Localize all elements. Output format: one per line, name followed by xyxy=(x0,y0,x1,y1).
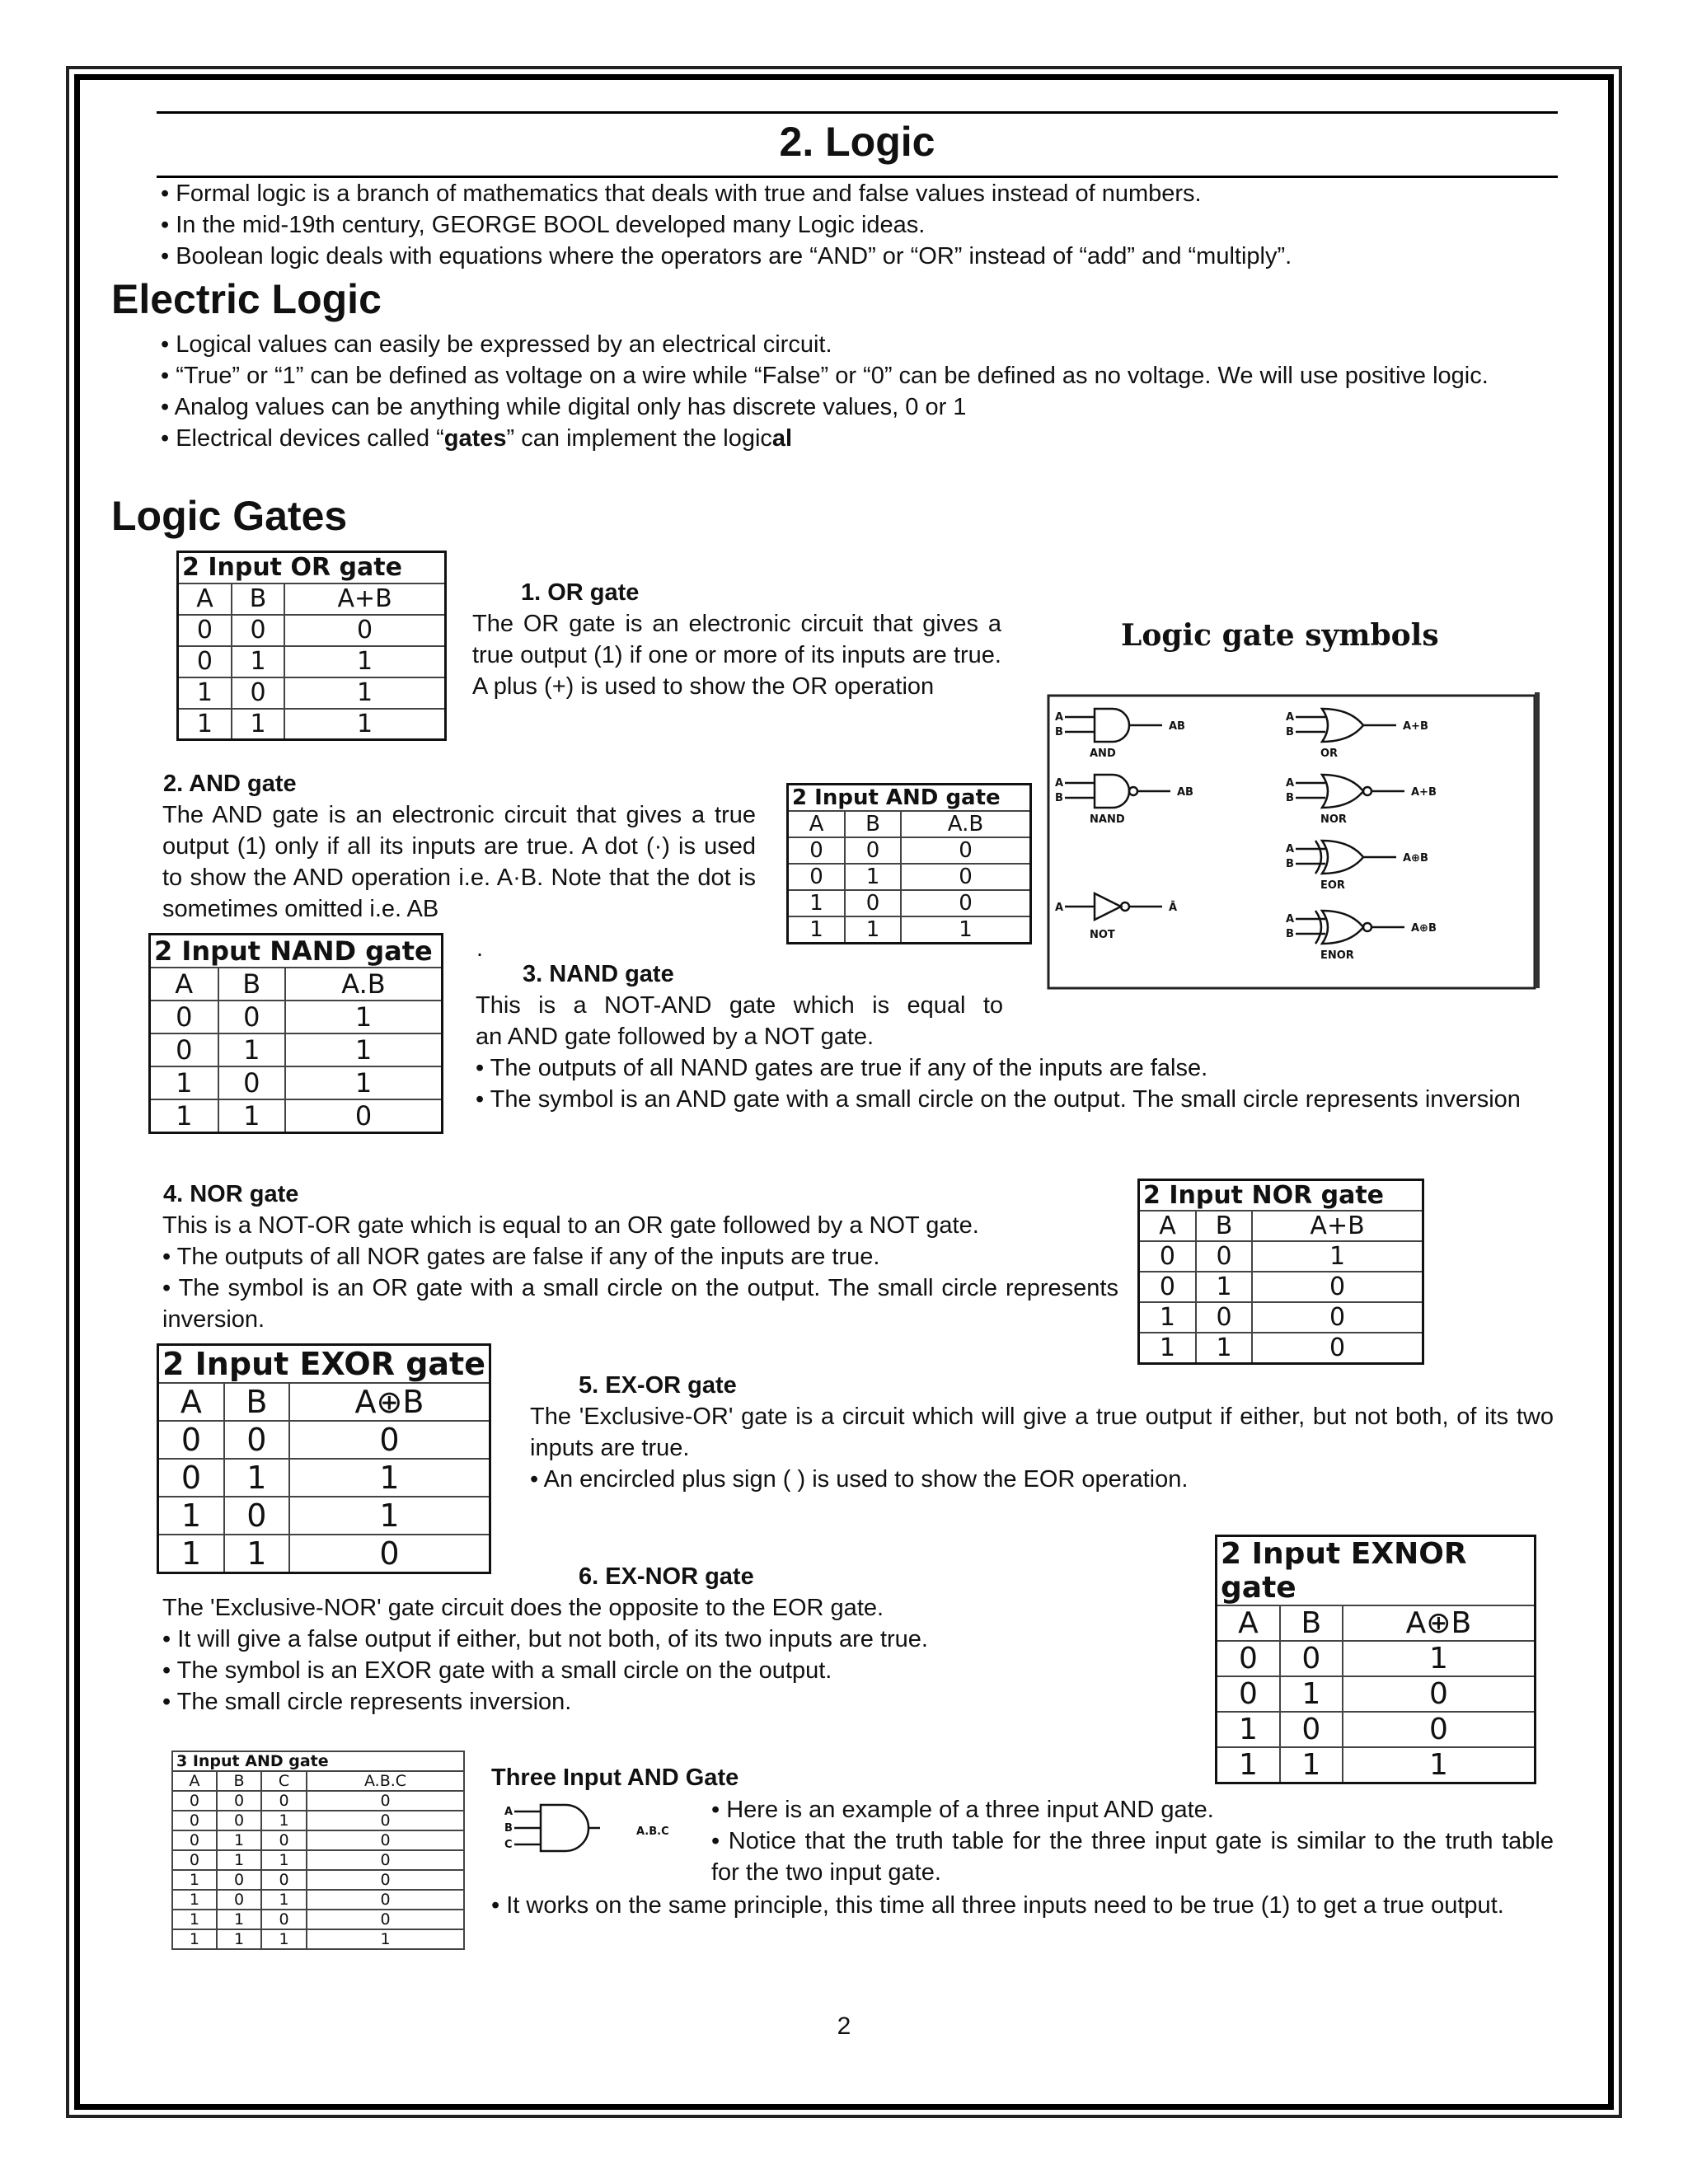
table-cell: 1 xyxy=(261,1811,307,1830)
table-cell: 0 xyxy=(307,1791,464,1811)
gate-output-label: A⊕B xyxy=(1411,922,1437,935)
table-cell: 1 xyxy=(1196,1333,1252,1364)
table-row xyxy=(788,890,1031,916)
table-header-cell: A+B xyxy=(1252,1211,1423,1241)
table-cell: 0 xyxy=(788,864,846,890)
table-cell: 1 xyxy=(284,709,445,740)
table-cell: 1 xyxy=(1343,1747,1536,1783)
table-cell: 0 xyxy=(1196,1302,1252,1333)
table-cell: 0 xyxy=(901,890,1030,916)
table-cell: 0 xyxy=(1252,1272,1423,1302)
table-row xyxy=(158,1535,490,1573)
table-row xyxy=(150,1099,443,1133)
gate-symbol-not xyxy=(1065,893,1162,920)
intro-line: • Boolean logic deals with equations where the operators are “AND” or “OR” instead of “add” and “multiply”. xyxy=(161,243,1292,269)
nand-line-2: an AND gate followed by a NOT gate. xyxy=(476,1024,874,1050)
table-cell: 0 xyxy=(1252,1302,1423,1333)
table-cell: 1 xyxy=(218,1033,286,1066)
gate-output-label: A⊕B xyxy=(1403,852,1428,865)
electric-bullet: • Electrical devices called “gates” can implement the logical xyxy=(161,425,793,452)
gate-input-label: B xyxy=(1286,792,1294,804)
gate-symbol-enor xyxy=(1296,911,1404,944)
gate-output-label: A+B xyxy=(1411,786,1437,799)
table-cell: 0 xyxy=(217,1791,261,1811)
gate-input-label: B xyxy=(1055,792,1063,804)
gate-input-label: A xyxy=(1286,711,1295,724)
table-header-cell: A.B.C xyxy=(307,1771,464,1791)
gate-name-label: AND xyxy=(1090,748,1116,760)
table-row xyxy=(1139,1333,1423,1364)
table-cell: 0 xyxy=(218,1001,286,1033)
table-row xyxy=(172,1890,464,1910)
three-input-and-symbol xyxy=(501,1797,682,1863)
table-cell: 0 xyxy=(217,1890,261,1910)
table-row xyxy=(1217,1712,1536,1747)
intro-line: • In the mid-19th century, GEORGE BOOL developed many Logic ideas. xyxy=(161,212,926,238)
nand-truth-table xyxy=(148,933,443,1134)
exnor-gate-heading: 6. EX-NOR gate xyxy=(579,1563,754,1590)
table-row xyxy=(1217,1747,1536,1783)
table-cell: 1 xyxy=(285,1066,442,1099)
table-cell: 0 xyxy=(218,1066,286,1099)
intro-line: • Formal logic is a branch of mathematics that deals with true and false values instead of numbers. xyxy=(161,180,1202,207)
gate-input-label: B xyxy=(1286,928,1294,940)
three-input-bullet-2: • Notice that the truth table for the three input gate is similar to the truth table for the two input gate. xyxy=(711,1828,1554,1886)
table-cell: 1 xyxy=(1252,1241,1423,1272)
table-cell: 0 xyxy=(224,1421,289,1459)
table-cell: 0 xyxy=(284,615,445,646)
page-title: 2. Logic xyxy=(779,119,935,165)
table-cell: 1 xyxy=(845,864,901,890)
three-input-bullet-3: • It works on the same principle, this time all three inputs need to be true (1) to get a true output. xyxy=(491,1892,1504,1919)
three-input-bullet-1: • Here is an example of a three input AND gate. xyxy=(711,1797,1214,1823)
table-cell: 0 xyxy=(158,1459,224,1497)
table-cell: 0 xyxy=(150,1001,218,1033)
or-truth-table xyxy=(176,551,447,741)
table-cell: 0 xyxy=(845,890,901,916)
exor-truth-table xyxy=(157,1343,491,1574)
table-cell: 1 xyxy=(1196,1272,1252,1302)
gate-input-label: A xyxy=(1286,913,1295,926)
gate-input-label: A xyxy=(1055,711,1064,724)
table-row xyxy=(1139,1272,1423,1302)
table-caption: 2 Input AND gate xyxy=(788,785,1031,812)
table-row xyxy=(1139,1241,1423,1272)
table-row xyxy=(172,1791,464,1811)
and-gate-dot: . xyxy=(476,935,484,962)
and-truth-table xyxy=(786,783,1032,944)
table-cell: 1 xyxy=(261,1890,307,1910)
gate-name-label: OR xyxy=(1320,748,1339,760)
table-header-cell: A xyxy=(1139,1211,1196,1241)
table-cell: 0 xyxy=(172,1830,217,1850)
table-cell: 0 xyxy=(232,615,284,646)
gate-input-label: A xyxy=(1286,843,1295,855)
table-row xyxy=(788,837,1031,864)
gate-name-label: NOT xyxy=(1090,929,1115,941)
table-header-cell: A+B xyxy=(284,583,445,615)
table-row xyxy=(178,677,446,709)
table-row xyxy=(178,709,446,740)
symbol-output-label: A.B.C xyxy=(636,1825,669,1838)
table-row xyxy=(172,1929,464,1949)
table-header-cell: B xyxy=(1196,1211,1252,1241)
nand-gate-heading: 3. NAND gate xyxy=(523,961,674,987)
nand-bullet-2: • The symbol is an AND gate with a small circle on the output. The small circle represents inversion xyxy=(476,1086,1521,1113)
table-cell: 1 xyxy=(1280,1676,1343,1712)
table-header-cell: A xyxy=(172,1771,217,1791)
gate-output-label: A+B xyxy=(1403,720,1428,733)
nor-bullet-2: • The symbol is an OR gate with a small circle on the output. The small circle represents inversion. xyxy=(162,1275,1118,1333)
table-cell: 1 xyxy=(218,1099,286,1133)
exor-gate-heading: 5. EX-OR gate xyxy=(579,1372,737,1399)
table-cell: 0 xyxy=(1139,1241,1196,1272)
table-cell: 0 xyxy=(788,837,846,864)
exnor-line: • The symbol is an EXOR gate with a small circle on the output. xyxy=(162,1657,832,1684)
table-row xyxy=(788,916,1031,944)
three-input-heading: Three Input AND Gate xyxy=(491,1765,739,1791)
table-cell: 0 xyxy=(1280,1641,1343,1676)
table-caption: 2 Input EXNOR gate xyxy=(1217,1536,1536,1606)
table-cell: 0 xyxy=(307,1850,464,1870)
table-header-cell: A xyxy=(178,583,232,615)
table-cell: 1 xyxy=(217,1929,261,1949)
table-cell: 1 xyxy=(217,1830,261,1850)
table-cell: 1 xyxy=(158,1535,224,1573)
table-cell: 1 xyxy=(788,890,846,916)
nor-truth-table xyxy=(1137,1179,1424,1365)
electric-logic-section xyxy=(161,329,1552,454)
table-cell: 0 xyxy=(158,1421,224,1459)
table-header-cell: B xyxy=(1280,1605,1343,1641)
table-cell: 0 xyxy=(307,1811,464,1830)
table-row xyxy=(158,1459,490,1497)
symbols-diagram xyxy=(1045,692,1573,993)
table-cell: 0 xyxy=(178,646,232,677)
table-row xyxy=(158,1421,490,1459)
gate-input-label: B xyxy=(1055,726,1063,738)
table-cell: 1 xyxy=(178,677,232,709)
table-cell: 1 xyxy=(224,1459,289,1497)
page-number: 2 xyxy=(837,2013,851,2040)
table-cell: 1 xyxy=(217,1850,261,1870)
symbols-frame-shadow xyxy=(1535,692,1540,988)
table-cell: 1 xyxy=(217,1910,261,1929)
nand-line-1: This is a NOT-AND gate which is equal to xyxy=(476,992,1003,1019)
gate-symbol-nor xyxy=(1296,775,1404,808)
table-cell: 0 xyxy=(178,615,232,646)
table-cell: 0 xyxy=(172,1811,217,1830)
table-cell: 1 xyxy=(172,1929,217,1949)
table-cell: 1 xyxy=(178,709,232,740)
table-cell: 1 xyxy=(261,1929,307,1949)
table-cell: 0 xyxy=(1343,1676,1536,1712)
table-cell: 1 xyxy=(901,916,1030,944)
table-caption: 2 Input EXOR gate xyxy=(158,1345,490,1384)
symbol-input-b: B xyxy=(504,1822,513,1835)
table-row xyxy=(1217,1641,1536,1676)
table-cell: 0 xyxy=(1139,1272,1196,1302)
symbol-input-a: A xyxy=(504,1806,513,1818)
table-cell: 0 xyxy=(1217,1676,1280,1712)
exnor-section xyxy=(162,1592,928,1718)
table-cell: 1 xyxy=(172,1910,217,1929)
and3-truth-table xyxy=(171,1750,465,1950)
table-row xyxy=(172,1910,464,1929)
nor-bullet-1: • The outputs of all NOR gates are false if any of the inputs are true. xyxy=(162,1244,880,1270)
table-cell: 0 xyxy=(1196,1241,1252,1272)
gate-input-label: A xyxy=(1055,777,1064,790)
table-cell: 0 xyxy=(172,1791,217,1811)
table-cell: 1 xyxy=(284,677,445,709)
table-header-cell: A.B xyxy=(285,968,442,1001)
table-header-cell: B xyxy=(218,968,286,1001)
table-cell: 1 xyxy=(307,1929,464,1949)
table-cell: 0 xyxy=(217,1811,261,1830)
table-cell: 1 xyxy=(1217,1747,1280,1783)
table-cell: 0 xyxy=(217,1870,261,1890)
table-header-cell: C xyxy=(261,1771,307,1791)
table-header-cell: B xyxy=(224,1383,289,1421)
table-cell: 0 xyxy=(901,837,1030,864)
table-header-cell: B xyxy=(845,811,901,837)
table-cell: 0 xyxy=(285,1099,442,1133)
table-cell: 1 xyxy=(150,1099,218,1133)
exnor-line: The 'Exclusive-NOR' gate circuit does the opposite to the EOR gate. xyxy=(162,1595,884,1621)
or-gate-heading: 1. OR gate xyxy=(521,579,640,606)
table-cell: 1 xyxy=(232,646,284,677)
gate-name-label: ENOR xyxy=(1320,949,1354,962)
gate-symbol-eor xyxy=(1296,841,1396,874)
gate-input-label: A xyxy=(1286,777,1295,790)
table-cell: 0 xyxy=(261,1791,307,1811)
gate-symbol-and xyxy=(1065,709,1162,742)
exnor-line: • It will give a false output if either, but not both, of its two inputs are true. xyxy=(162,1626,928,1652)
table-cell: 0 xyxy=(232,677,284,709)
table-header-cell: A⊕B xyxy=(289,1383,490,1421)
exor-bullet: • An encircled plus sign ( ) is used to show the EOR operation. xyxy=(530,1466,1189,1493)
table-cell: 1 xyxy=(285,1001,442,1033)
gate-output-label: AB xyxy=(1177,786,1193,799)
table-caption: 2 Input OR gate xyxy=(178,552,446,583)
table-cell: 1 xyxy=(284,646,445,677)
logic-gates-heading: Logic Gates xyxy=(111,493,348,539)
table-row xyxy=(788,864,1031,890)
table-cell: 0 xyxy=(307,1870,464,1890)
exor-gate-text: The 'Exclusive-OR' gate is a circuit which will give a true output if either, but not both, of its two inputs are true. xyxy=(530,1404,1554,1461)
gate-output-label: AB xyxy=(1169,720,1185,733)
table-header-cell: A xyxy=(158,1383,224,1421)
table-cell: 1 xyxy=(232,709,284,740)
symbol-input-c: C xyxy=(504,1839,513,1851)
gate-name-label: NOR xyxy=(1320,813,1347,826)
table-cell: 1 xyxy=(1217,1712,1280,1747)
table-cell: 0 xyxy=(289,1421,490,1459)
table-cell: 1 xyxy=(1343,1641,1536,1676)
table-cell: 1 xyxy=(289,1497,490,1535)
table-cell: 0 xyxy=(1217,1641,1280,1676)
table-row xyxy=(172,1811,464,1830)
electric-bullet: • Analog values can be anything while digital only has discrete values, 0 or 1 xyxy=(161,394,967,420)
logic-gate-symbols-figure xyxy=(1045,602,1573,993)
table-cell: 1 xyxy=(261,1850,307,1870)
table-row xyxy=(172,1870,464,1890)
table-caption: 2 Input NAND gate xyxy=(150,935,443,968)
table-header-cell: A.B xyxy=(901,811,1030,837)
table-cell: 0 xyxy=(172,1850,217,1870)
electric-bullet: • Logical values can easily be expressed by an electrical circuit. xyxy=(161,331,832,358)
table-cell: 1 xyxy=(1139,1333,1196,1364)
table-row xyxy=(150,1033,443,1066)
or-gate-text: The OR gate is an electronic circuit that gives a true output (1) if one or more of its inputs are true. A plus (+) is used to show the OR operation xyxy=(472,611,1001,700)
table-cell: 0 xyxy=(845,837,901,864)
table-row xyxy=(1139,1302,1423,1333)
and-gate-heading: 2. AND gate xyxy=(163,771,297,797)
table-row xyxy=(178,646,446,677)
table-cell: 1 xyxy=(150,1066,218,1099)
gate-input-label: B xyxy=(1286,726,1294,738)
intro-section xyxy=(161,178,1554,272)
gate-input-label: B xyxy=(1286,858,1294,870)
table-cell: 1 xyxy=(788,916,846,944)
table-header-cell: A xyxy=(788,811,846,837)
table-row xyxy=(172,1830,464,1850)
gate-name-label: EOR xyxy=(1320,879,1345,892)
nor-line-1: This is a NOT-OR gate which is equal to an OR gate followed by a NOT gate. xyxy=(162,1212,979,1239)
table-caption: 3 Input AND gate xyxy=(172,1751,464,1771)
table-header-cell: A xyxy=(150,968,218,1001)
gate-symbol-or xyxy=(1296,709,1396,742)
table-cell: 1 xyxy=(285,1033,442,1066)
table-cell: 0 xyxy=(261,1830,307,1850)
gate-symbol-nand xyxy=(1065,775,1170,808)
electric-logic-heading: Electric Logic xyxy=(111,276,382,322)
title-rule-top xyxy=(157,111,1558,114)
table-row xyxy=(158,1497,490,1535)
table-cell: 0 xyxy=(1280,1712,1343,1747)
nand-bullet-1: • The outputs of all NAND gates are true if any of the inputs are false. xyxy=(476,1055,1208,1081)
table-cell: 0 xyxy=(307,1830,464,1850)
table-caption: 2 Input NOR gate xyxy=(1139,1180,1423,1212)
table-cell: 0 xyxy=(307,1910,464,1929)
table-header-cell: A xyxy=(1217,1605,1280,1641)
table-cell: 0 xyxy=(307,1890,464,1910)
table-cell: 1 xyxy=(172,1870,217,1890)
gate-output-label: Ā xyxy=(1169,902,1178,914)
table-cell: 0 xyxy=(150,1033,218,1066)
table-cell: 1 xyxy=(289,1459,490,1497)
nor-gate-heading: 4. NOR gate xyxy=(163,1181,299,1207)
table-cell: 0 xyxy=(1343,1712,1536,1747)
table-cell: 1 xyxy=(1280,1747,1343,1783)
exnor-truth-table xyxy=(1215,1535,1536,1784)
gate-input-label: A xyxy=(1055,902,1064,914)
table-row xyxy=(172,1850,464,1870)
table-row xyxy=(178,615,446,646)
table-row xyxy=(1217,1676,1536,1712)
electric-bullet: • “True” or “1” can be defined as voltage on a wire while “False” or “0” can be defined as no voltage. We will use positive logic. xyxy=(161,363,1489,389)
table-cell: 0 xyxy=(901,864,1030,890)
table-cell: 1 xyxy=(158,1497,224,1535)
table-cell: 0 xyxy=(261,1910,307,1929)
table-header-cell: A⊕B xyxy=(1343,1605,1536,1641)
table-cell: 1 xyxy=(845,916,901,944)
table-cell: 1 xyxy=(1139,1302,1196,1333)
table-row xyxy=(150,1001,443,1033)
and-gate-text: The AND gate is an electronic circuit that gives a true output (1) only if all its inputs are true. A dot (·) is used to show the AND operation i.e. A·B. Note that the dot is sometimes omitted i.e. AB xyxy=(162,802,756,922)
table-cell: 0 xyxy=(1252,1333,1423,1364)
table-row xyxy=(150,1066,443,1099)
table-cell: 1 xyxy=(224,1535,289,1573)
table-header-cell: B xyxy=(232,583,284,615)
table-header-cell: B xyxy=(217,1771,261,1791)
exnor-line: • The small circle represents inversion. xyxy=(162,1689,572,1715)
gate-name-label: NAND xyxy=(1090,813,1125,826)
table-cell: 0 xyxy=(289,1535,490,1573)
table-cell: 1 xyxy=(172,1890,217,1910)
table-cell: 0 xyxy=(261,1870,307,1890)
table-cell: 0 xyxy=(224,1497,289,1535)
symbols-figure-title: Logic gate symbols xyxy=(1121,618,1439,653)
